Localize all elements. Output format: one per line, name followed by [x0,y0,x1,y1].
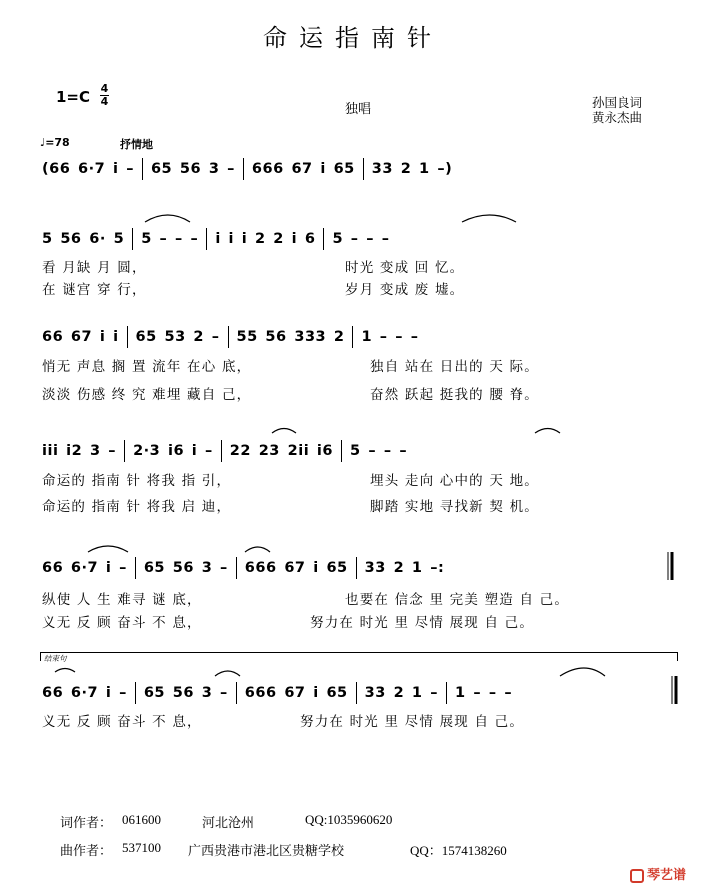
footer-lyricist-qq: QQ:1035960620 [305,812,393,827]
system-6-lyric-a: 义无 反 顾 奋斗 不 息， [42,714,202,730]
slur [88,546,128,552]
footer-composer-place: 广西贵港市港北区贵糖学校 [188,843,345,858]
ending-label: 结束句 [44,654,67,663]
system-2-lyric-1a: 看 月缺 月 圆， [42,260,147,276]
system-2-lyric-2a: 在 谜宫 穿 行， [42,282,147,298]
footer-composer-zip: 537100 [122,840,161,855]
composer-credit: 黄永杰曲 [592,110,643,125]
system-4-lyric-1a: 命运的 指南 针 将我 指 引， [42,473,232,489]
slur [145,215,190,222]
key-signature: 1=C [56,88,91,106]
system-2-lyric-1b: 时光 变成 回 忆。 [345,260,465,276]
system-5-lyric-1b: 也要在 信念 里 完美 塑造 自 己。 [345,592,570,608]
tempo-marking: ♩=78 [40,136,70,149]
lyricist-credit: 孙国良词 [592,95,643,110]
system-3-lyric-2a: 淡淡 伤感 终 究 难埋 藏自 己， [42,387,252,403]
footer-lyricist-zip: 061600 [122,812,161,827]
system-3-lyric-1a: 悄无 声息 搁 置 流年 在心 底， [42,359,252,375]
slur [245,547,270,552]
system-4-lyric-1b: 埋头 走向 心中的 天 地。 [370,473,539,489]
logo-icon [630,869,644,883]
system-2-lyric-2b: 岁月 变成 废 墟。 [345,282,465,298]
watermark-logo [630,864,686,883]
footer-lyricist-label: 词作者： [60,815,113,830]
system-5-lyric-2a: 义无 反 顾 奋斗 不 息， [42,615,202,631]
system-6-notes: 66 6·7 i – 65 56 3 – 666 67 i 65 33 2 1 – 1 – – – [42,682,512,704]
system-3-lyric-1b: 独自 站在 日出的 天 际。 [370,359,539,375]
footer-composer-label: 曲作者： [60,843,113,858]
system-3-lyric-2b: 奋然 跃起 挺我的 腰 脊。 [370,387,539,403]
expression-marking: 抒情地 [120,138,153,151]
system-6-lyric-b: 努力在 时光 里 尽情 展现 自 己。 [300,714,525,730]
time-signature-bottom: 4 [100,95,109,108]
system-3-notes: 66 67 i i 65 53 2 – 55 56 333 2 1 – – – [42,326,419,348]
system-4-lyric-2a: 命运的 指南 针 将我 启 迪， [42,499,232,515]
slur [215,671,240,676]
performance-type: 独唱 [345,102,372,117]
song-title: 命运指南针 [263,24,443,52]
slur [272,429,296,434]
system-4-notes: iii i2 3 – 2·3 i6 i – 22 23 2ii i6 5 – – – [42,440,407,462]
footer-lyricist-place: 河北沧州 [202,815,255,830]
system-5-notes: 66 6·7 i – 65 56 3 – 666 67 i 65 33 2 1 –: [42,557,444,579]
slur [560,668,605,676]
system-5-lyric-2b: 努力在 时光 里 尽情 展现 自 己。 [310,615,535,631]
slur [462,215,516,222]
slur [55,669,75,673]
system-1-notes: (66 6·7 i – 65 56 3 – 666 67 i 65 33 2 1 –) [42,158,452,180]
footer-composer-qq: QQ：1574138260 [410,843,507,858]
time-signature-top: 4 [100,82,109,95]
system-4-lyric-2b: 脚踏 实地 寻找新 契 机。 [370,499,539,515]
slur [535,429,560,434]
watermark-text: 琴艺谱 [647,868,687,883]
system-2-notes: 5 56 6· 5 5 – – – i i i 2 2 i 6 5 – – – [42,228,390,250]
system-5-lyric-1a: 纵使 人 生 难寻 谜 底， [42,592,202,608]
